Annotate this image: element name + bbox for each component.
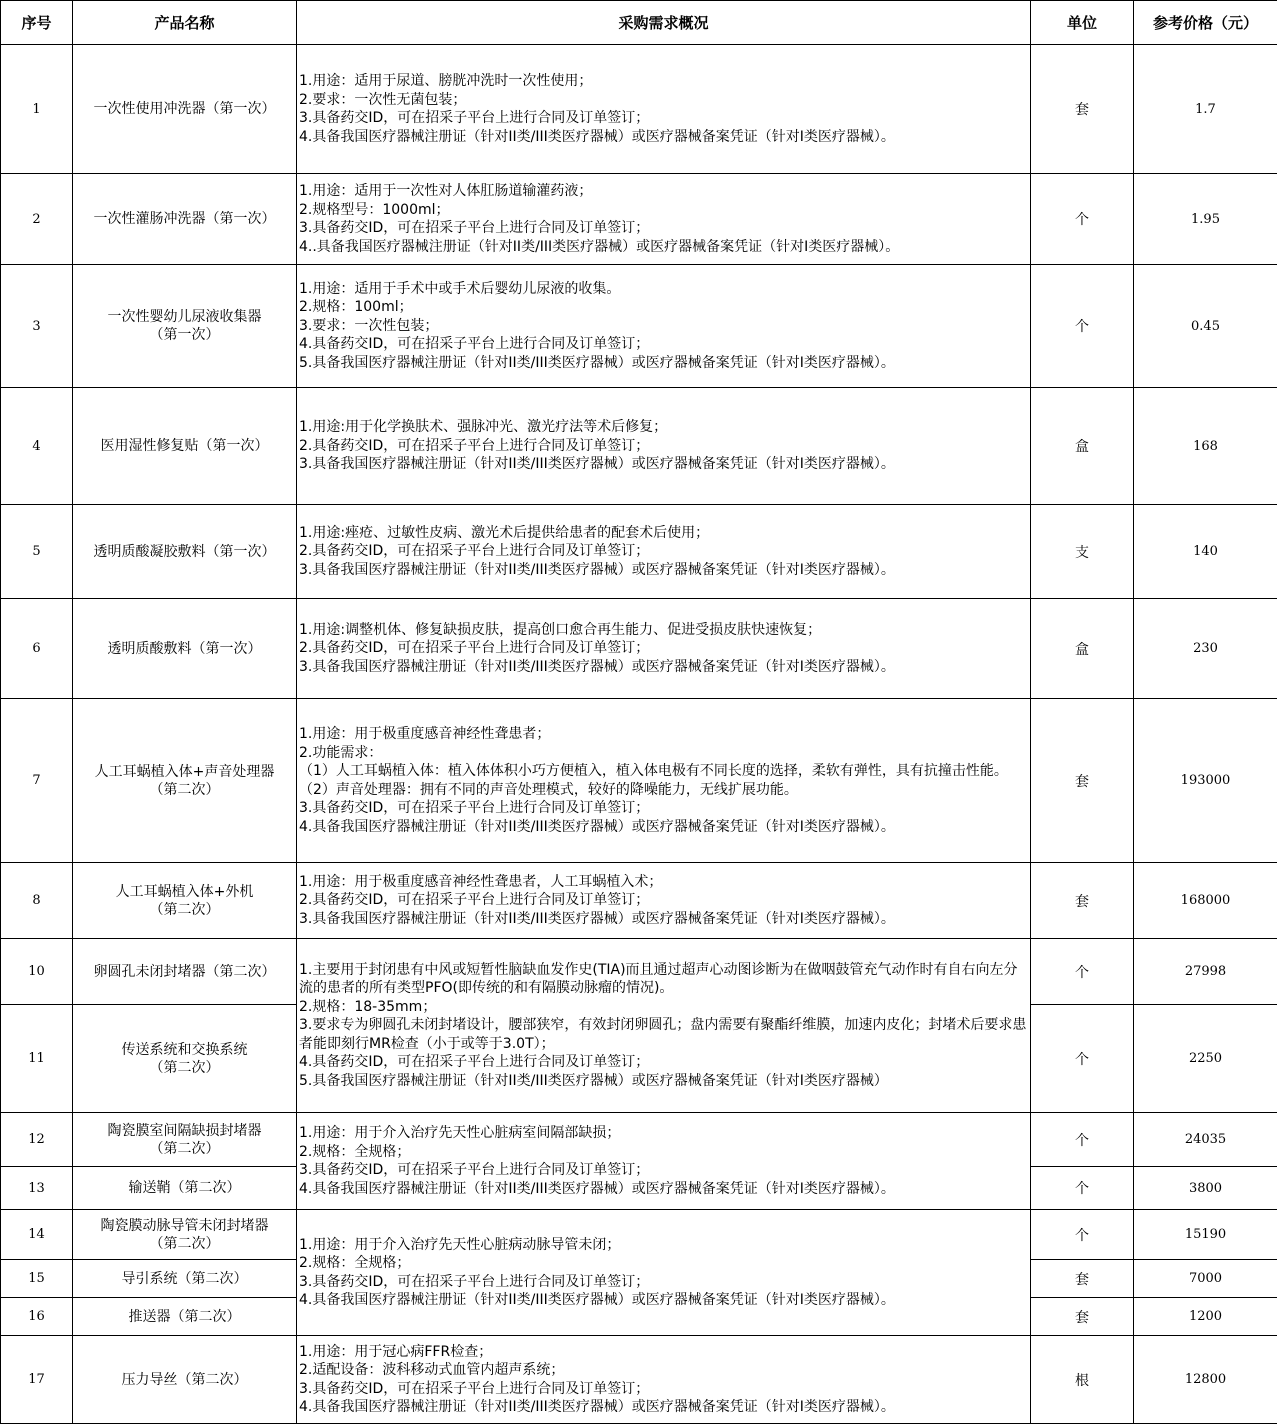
row-seq: 13: [1, 1167, 73, 1210]
row-name: 导引系统（第二次）: [73, 1260, 297, 1298]
header-unit: 单位: [1031, 1, 1134, 45]
table-row: [1, 599, 1277, 699]
header-row: [1, 1, 1277, 45]
row-price: 168: [1134, 388, 1277, 505]
row-price: 7000: [1134, 1260, 1277, 1298]
row-price: 230: [1134, 599, 1277, 699]
row-price: 12800: [1134, 1336, 1277, 1424]
row-unit: 个: [1031, 1005, 1134, 1113]
table-row: [1, 45, 1277, 174]
row-unit: 套: [1031, 863, 1134, 939]
row-seq: 6: [1, 599, 73, 699]
row-price: 3800: [1134, 1167, 1277, 1210]
row-seq: 7: [1, 699, 73, 863]
row-name: 一次性婴幼儿尿液收集器 （第一次）: [73, 265, 297, 388]
row-seq: 2: [1, 174, 73, 265]
row-seq: 16: [1, 1298, 73, 1336]
row-price: 1.95: [1134, 174, 1277, 265]
row-price: 2250: [1134, 1005, 1277, 1113]
row-unit: 根: [1031, 1336, 1134, 1424]
row-req: 1.用途:用于化学换肤术、强脉冲光、激光疗法等术后修复； 2.具备药交ID，可在招采子平台上进行合同及订单签订； 3.具备我国医疗器械注册证（针对II类/III类医疗器械）或医疗器械备案凭证（针对I类医疗器械）。: [297, 388, 1031, 505]
row-unit: 个: [1031, 939, 1134, 1005]
row-seq: 8: [1, 863, 73, 939]
row-unit: 套: [1031, 1260, 1134, 1298]
row-seq: 4: [1, 388, 73, 505]
row-unit: 个: [1031, 174, 1134, 265]
row-req: 1.用途:调整机体、修复缺损皮肤，提高创口愈合再生能力、促进受损皮肤快速恢复； 2.具备药交ID，可在招采子平台上进行合同及订单签订； 3.具备我国医疗器械注册证（针对II类/III类医疗器械）或医疗器械备案凭证（针对I类医疗器械）。: [297, 599, 1031, 699]
row-price: 168000: [1134, 863, 1277, 939]
row-price: 1200: [1134, 1298, 1277, 1336]
row-unit: 盒: [1031, 599, 1134, 699]
row-unit: 盒: [1031, 388, 1134, 505]
row-unit: 个: [1031, 1167, 1134, 1210]
row-req: 1.用途：用于极重度感音神经性聋患者，人工耳蜗植入术； 2.具备药交ID，可在招采子平台上进行合同及订单签订； 3.具备我国医疗器械注册证（针对II类/III类医疗器械）或医疗器械备案凭证（针对I类医疗器械）。: [297, 863, 1031, 939]
row-name: 陶瓷膜室间隔缺损封堵器 （第二次）: [73, 1113, 297, 1167]
row-price: 1.7: [1134, 45, 1277, 174]
row-price: 0.45: [1134, 265, 1277, 388]
merged-req-pda: 1.用途：用于介入治疗先天性心脏病动脉导管未闭； 2.规格：全规格； 3.具备药交ID，可在招采子平台上进行合同及订单签订； 4.具备我国医疗器械注册证（针对II类/III类医疗器械）或医疗器械备案凭证（针对I类医疗器械）。: [297, 1210, 1031, 1336]
row-seq: 3: [1, 265, 73, 388]
table-row: [1, 388, 1277, 505]
row-name: 医用湿性修复贴（第一次）: [73, 388, 297, 505]
row-seq: 1: [1, 45, 73, 174]
row-name: 推送器（第二次）: [73, 1298, 297, 1336]
row-seq: 5: [1, 505, 73, 599]
row-unit: 套: [1031, 699, 1134, 863]
merged-req-vsd: 1.用途：用于介入治疗先天性心脏病室间隔部缺损； 2.规格：全规格； 3.具备药交ID，可在招采子平台上进行合同及订单签订； 4.具备我国医疗器械注册证（针对II类/III类医疗器械）或医疗器械备案凭证（针对I类医疗器械）。: [297, 1113, 1031, 1210]
table-row: [1, 1336, 1277, 1424]
table-row: [1, 1210, 1277, 1260]
row-price: 15190: [1134, 1210, 1277, 1260]
row-name: 透明质酸凝胶敷料（第一次）: [73, 505, 297, 599]
row-name: 人工耳蜗植入体+声音处理器 （第二次）: [73, 699, 297, 863]
row-req: 1.用途：适用于尿道、膀胱冲洗时一次性使用； 2.要求：一次性无菌包装； 3.具备药交ID，可在招采子平台上进行合同及订单签订； 4.具备我国医疗器械注册证（针对II类/III类医疗器械）或医疗器械备案凭证（针对I类医疗器械）。: [297, 45, 1031, 174]
row-req: 1.用途：适用于手术中或手术后婴幼儿尿液的收集。 2.规格：100ml； 3.要求：一次性包装； 4.具备药交ID，可在招采子平台上进行合同及订单签订； 5.具备我国医疗器械注册证（针对II类/III类医疗器械）或医疗器械备案凭证（针对I类医疗器械）。: [297, 265, 1031, 388]
row-name: 人工耳蜗植入体+外机 （第二次）: [73, 863, 297, 939]
table-row: [1, 174, 1277, 265]
row-name: 陶瓷膜动脉导管未闭封堵器 （第二次）: [73, 1210, 297, 1260]
row-seq: 14: [1, 1210, 73, 1260]
table-row: [1, 1113, 1277, 1167]
row-price: 140: [1134, 505, 1277, 599]
row-unit: 支: [1031, 505, 1134, 599]
row-name: 卵圆孔未闭封堵器（第二次）: [73, 939, 297, 1005]
row-price: 193000: [1134, 699, 1277, 863]
table-row: [1, 863, 1277, 939]
row-unit: 个: [1031, 265, 1134, 388]
row-name: 一次性灌肠冲洗器（第一次）: [73, 174, 297, 265]
row-name: 压力导丝（第二次）: [73, 1336, 297, 1424]
row-seq: 12: [1, 1113, 73, 1167]
table-row: [1, 265, 1277, 388]
row-req: 1.用途：用于极重度感音神经性聋患者； 2.功能需求： （1）人工耳蜗植入体：植入体体积小巧方便植入，植入体电极有不同长度的选择，柔软有弹性，具有抗撞击性能。 （2）声音处理器：拥有不同的声音处理模式，较好的降噪能力，无线扩展功能。 3.具备药交ID，可在招采子平台上进行合同及订单签订； 4.具备我国医疗器械注册证（针对II类/III类医疗器械）或医疗器械备案凭证（针对I类医疗器械）。: [297, 699, 1031, 863]
row-seq: 15: [1, 1260, 73, 1298]
table-row: [1, 699, 1277, 863]
row-req: 1.用途：用于冠心病FFR检查； 2.适配设备：波科移动式血管内超声系统； 3.具备药交ID，可在招采子平台上进行合同及订单签订； 4.具备我国医疗器械注册证（针对II类/III类医疗器械）或医疗器械备案凭证（针对I类医疗器械）。: [297, 1336, 1031, 1424]
table-row: [1, 505, 1277, 599]
row-name: 一次性使用冲洗器（第一次）: [73, 45, 297, 174]
row-unit: 套: [1031, 1298, 1134, 1336]
row-unit: 个: [1031, 1113, 1134, 1167]
header-req: 采购需求概况: [297, 1, 1031, 45]
header-seq: 序号: [1, 1, 73, 45]
row-unit: 套: [1031, 45, 1134, 174]
header-price: 参考价格（元）: [1134, 1, 1277, 45]
row-name: 输送鞘（第二次）: [73, 1167, 297, 1210]
row-price: 27998: [1134, 939, 1277, 1005]
row-unit: 个: [1031, 1210, 1134, 1260]
row-seq: 11: [1, 1005, 73, 1113]
row-price: 24035: [1134, 1113, 1277, 1167]
row-seq: 17: [1, 1336, 73, 1424]
header-name: 产品名称: [73, 1, 297, 45]
row-seq: 10: [1, 939, 73, 1005]
row-req: 1.用途:痤疮、过敏性皮病、激光术后提供给患者的配套术后使用； 2.具备药交ID，可在招采子平台上进行合同及订单签订； 3.具备我国医疗器械注册证（针对II类/III类医疗器械）或医疗器械备案凭证（针对I类医疗器械）。: [297, 505, 1031, 599]
row-req: 1.用途：适用于一次性对人体肛肠道输灌药液； 2.规格型号：1000ml； 3.具备药交ID，可在招采子平台上进行合同及订单签订； 4..具备我国医疗器械注册证（针对II类/III类医疗器械）或医疗器械备案凭证（针对I类医疗器械）。: [297, 174, 1031, 265]
table-row: [1, 939, 1277, 1005]
merged-req-pfo: 1.主要用于封闭患有中风或短暂性脑缺血发作史(TIA)而且通过超声心动图诊断为在做咽鼓管充气动作时有自右向左分流的患者的所有类型PFO(即传统的和有隔膜动脉瘤的情况)。 2.规格：18-35mm； 3.要求专为卵圆孔未闭封堵设计，腰部狭窄，有效封闭卵圆孔；盘内需要有聚酯纤维膜，加速内皮化；封堵术后要求患者能即刻行MR检查（小于或等于3.0T）； 4.具备药交ID，可在招采子平台上进行合同及订单签订； 5.具备我国医疗器械注册证（针对II类/III类医疗器械）或医疗器械备案凭证（针对I类医疗器械）: [297, 939, 1031, 1113]
row-name: 透明质酸敷料（第一次）: [73, 599, 297, 699]
row-name: 传送系统和交换系统 （第二次）: [73, 1005, 297, 1113]
